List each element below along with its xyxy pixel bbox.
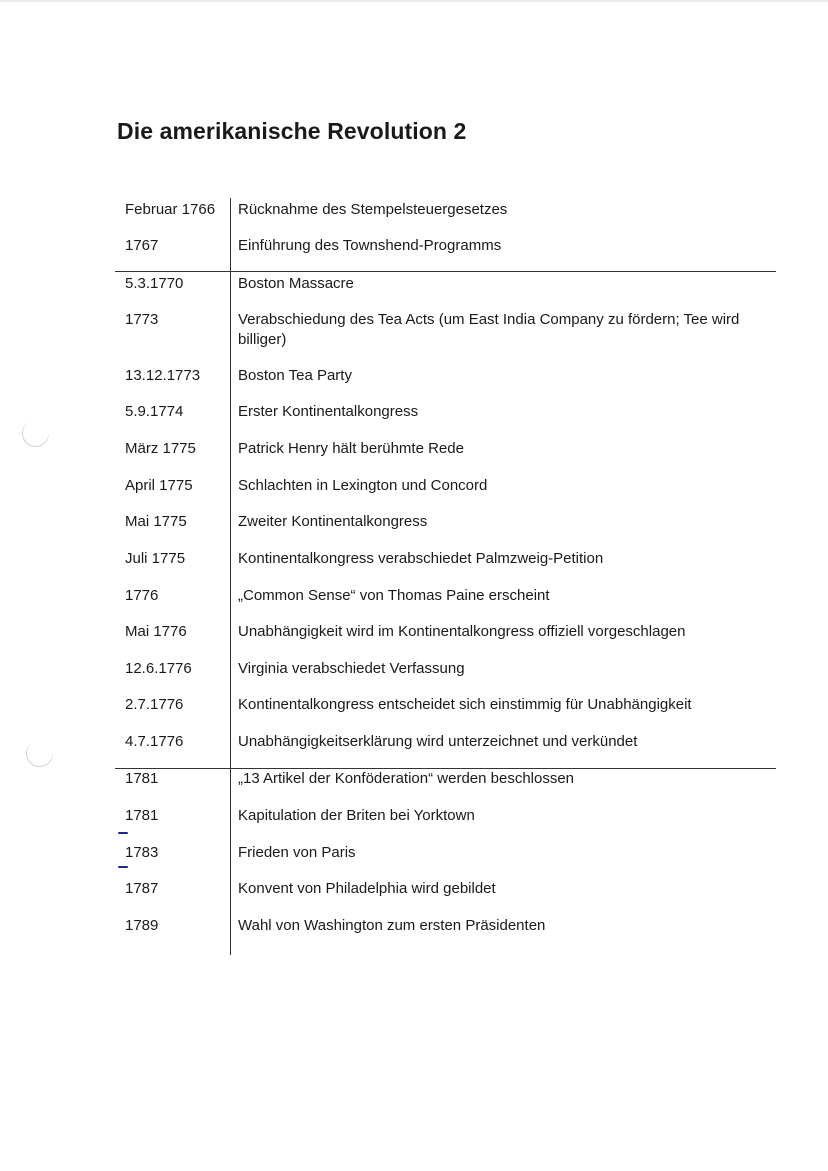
- row-date: Mai 1776: [125, 623, 187, 640]
- row-date: 4.7.1776: [125, 733, 184, 750]
- row-event: Einführung des Townshend-Programms: [238, 237, 502, 254]
- row-event: Verabschiedung des Tea Acts (um East India Company zu fördern; Tee wird billiger): [238, 311, 740, 348]
- row-event: Unabhängigkeit wird im Kontinentalkongress offiziell vorgeschlagen: [238, 623, 686, 640]
- row-event: Wahl von Washington zum ersten Präsidenten: [238, 917, 546, 934]
- row-date: 1767: [125, 237, 159, 254]
- row-event: Kontinentalkongress verabschiedet Palmzweig-Petition: [238, 550, 604, 567]
- row-event: Schlachten in Lexington und Concord: [238, 477, 488, 494]
- row-event: Kontinentalkongress entscheidet sich einstimmig für Unabhängigkeit: [238, 696, 692, 713]
- row-event: Erster Kontinentalkongress: [238, 403, 419, 420]
- row-date: 13.12.1773: [125, 367, 201, 384]
- row-date: 12.6.1776: [125, 660, 192, 677]
- row-date: 1781: [125, 807, 159, 824]
- row-date: 1789: [125, 917, 159, 934]
- row-date: 1783: [125, 844, 159, 861]
- row-event: Kapitulation der Briten bei Yorktown: [238, 807, 475, 824]
- row-event: Rücknahme des Stempelsteuergesetzes: [238, 201, 508, 218]
- row-event: Virginia verabschiedet Verfassung: [238, 660, 465, 677]
- row-date: 1773: [125, 311, 159, 328]
- row-date: Juli 1775: [125, 550, 186, 567]
- row-date: 1787: [125, 880, 159, 897]
- pen-mark-2: [118, 866, 128, 868]
- column-divider: [230, 198, 231, 955]
- row-event: Boston Massacre: [238, 275, 354, 292]
- row-date: Mai 1775: [125, 513, 187, 530]
- page-title: Die amerikanische Revolution 2: [117, 118, 467, 144]
- row-event: Boston Tea Party: [238, 367, 352, 384]
- row-event: Frieden von Paris: [238, 844, 356, 861]
- row-event: „Common Sense“ von Thomas Paine erscheint: [238, 587, 550, 604]
- row-date: 5.9.1774: [125, 403, 184, 420]
- row-date: 5.3.1770: [125, 275, 184, 292]
- row-event: Zweiter Kontinentalkongress: [238, 513, 428, 530]
- row-event: „13 Artikel der Konföderation“ werden beschlossen: [238, 770, 575, 787]
- row-event: Patrick Henry hält berühmte Rede: [238, 440, 464, 457]
- row-date: April 1775: [125, 477, 193, 494]
- row-event: Konvent von Philadelphia wird gebildet: [238, 880, 496, 897]
- row-date: 2.7.1776: [125, 696, 184, 713]
- row-date: Februar 1766: [125, 201, 216, 218]
- row-event: Unabhängigkeitserklärung wird unterzeichnet und verkündet: [238, 733, 638, 750]
- pen-mark-1: [118, 832, 128, 834]
- row-date: 1781: [125, 770, 159, 787]
- section-divider-1: [115, 271, 776, 272]
- row-date: 1776: [125, 587, 159, 604]
- row-date: März 1775: [125, 440, 196, 457]
